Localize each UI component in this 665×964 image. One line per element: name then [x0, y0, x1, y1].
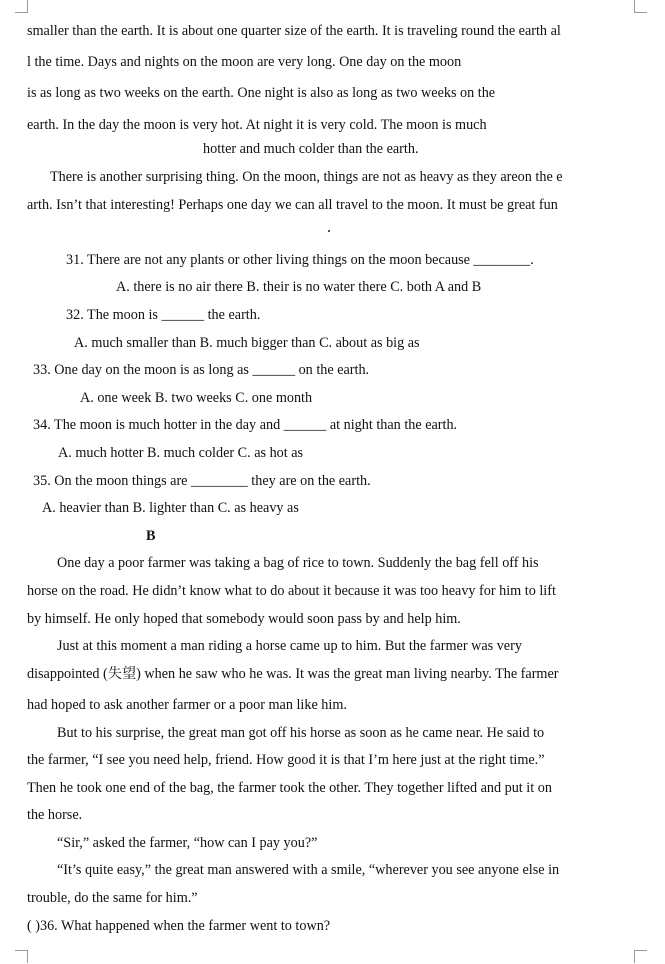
passage-b-line: But to his surprise, the great man got off his horse as soon as he came near. He said to: [57, 725, 545, 741]
passage-a-line: earth. In the day the moon is very hot. At night it is very cold. The moon is much: [27, 117, 487, 133]
question-32-stem: 32. The moon is ______ the earth.: [66, 307, 261, 323]
passage-b-line: Then he took one end of the bag, the farmer took the other. They together lifted and put it on: [27, 780, 552, 796]
crop-mark-bottom-right: [634, 950, 647, 963]
passage-b-line: by himself. He only hoped that somebody would soon pass by and help him.: [27, 611, 461, 627]
passage-b-line: disappointed (失望) when he saw who he was. It was the great man living nearby. The farmer: [27, 666, 559, 682]
question-33-stem: 33. One day on the moon is as long as ______ on the earth.: [33, 362, 370, 378]
stray-dot: [328, 230, 330, 232]
question-35-stem: 35. On the moon things are ________ they are on the earth.: [33, 473, 371, 489]
passage-b-line: the horse.: [27, 807, 83, 823]
passage-b-line: One day a poor farmer was taking a bag of rice to town. Suddenly the bag fell off his: [57, 555, 539, 571]
crop-mark-top-left: [15, 0, 28, 13]
passage-b-line: horse on the road. He didn’t know what to do about it because it was too heavy for him to lift: [27, 583, 556, 599]
passage-b-line: “It’s quite easy,” the great man answered with a smile, “wherever you see anyone else in: [57, 862, 560, 878]
crop-mark-bottom-left: [15, 950, 28, 963]
passage-a-line: hotter and much colder than the earth.: [203, 141, 419, 157]
passage-b-line: “Sir,” asked the farmer, “how can I pay you?”: [57, 835, 318, 851]
passage-a-line: is as long as two weeks on the earth. One night is also as long as two weeks on the: [27, 85, 496, 101]
question-34-stem: 34. The moon is much hotter in the day and ______ at night than the earth.: [33, 417, 458, 433]
passage-b-line: trouble, do the same for him.”: [27, 890, 198, 906]
passage-a-line: There is another surprising thing. On the moon, things are not as heavy as they areon the e: [50, 169, 563, 185]
question-32-options: A. much smaller than B. much bigger than C. about as big as: [74, 335, 420, 351]
question-33-options: A. one week B. two weeks C. one month: [80, 390, 313, 406]
passage-a-line: smaller than the earth. It is about one quarter size of the earth. It is traveling round the earth al: [27, 23, 561, 39]
question-31-options: A. there is no air there B. their is no water there C. both A and B: [116, 279, 482, 295]
passage-b-line: had hoped to ask another farmer or a poor man like him.: [27, 697, 347, 713]
crop-mark-top-right: [634, 0, 647, 13]
passage-b-line: the farmer, “I see you need help, friend. How good it is that I’m here just at the right time.”: [27, 752, 545, 768]
question-35-options: A. heavier than B. lighter than C. as heavy as: [42, 500, 299, 516]
question-34-options: A. much hotter B. much colder C. as hot as: [58, 445, 304, 461]
question-36: ( )36. What happened when the farmer went to town?: [27, 918, 331, 934]
question-31-stem: 31. There are not any plants or other living things on the moon because ________.: [66, 252, 534, 268]
passage-a-line: l the time. Days and nights on the moon are very long. One day on the moon: [27, 54, 462, 70]
passage-a-line: arth. Isn’t that interesting! Perhaps one day we can all travel to the moon. It must be great fun: [27, 197, 558, 213]
passage-b-line: Just at this moment a man riding a horse came up to him. But the farmer was very: [57, 638, 522, 654]
section-b-heading: B: [146, 528, 156, 544]
